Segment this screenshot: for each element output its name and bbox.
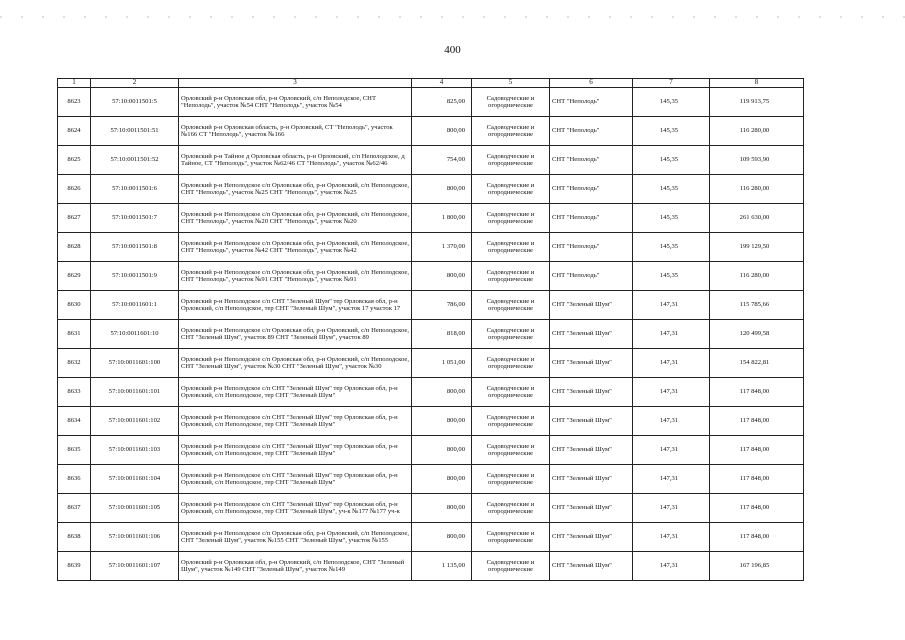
organization-cell: СНТ "Неполодь" xyxy=(550,117,633,146)
column-header-7: 7 xyxy=(633,79,710,88)
cadastral-number-cell: 57:10:0011601:104 xyxy=(91,465,179,494)
land-use-cell: Садоводческие и огороднические xyxy=(472,233,550,262)
area-cell: 786,00 xyxy=(412,291,472,320)
cadastral-cost-cell: 120 499,58 xyxy=(710,320,804,349)
cadastral-table xyxy=(57,78,804,581)
organization-cell: СНТ "Зеленый Шум" xyxy=(550,320,633,349)
table-row xyxy=(58,349,804,378)
column-header-5: 5 xyxy=(472,79,550,88)
cadastral-number-cell: 57:10:0011601:101 xyxy=(91,378,179,407)
column-number-row xyxy=(58,79,804,88)
cadastral-cost-cell: 116 280,00 xyxy=(710,262,804,291)
rate-cell: 147,31 xyxy=(633,465,710,494)
column-header-2: 2 xyxy=(91,79,179,88)
organization-cell: СНТ "Неполодь" xyxy=(550,88,633,117)
table-row xyxy=(58,146,804,175)
cadastral-cost-cell: 117 848,00 xyxy=(710,523,804,552)
land-use-cell: Садоводческие и огороднические xyxy=(472,436,550,465)
land-use-cell: Садоводческие и огороднические xyxy=(472,465,550,494)
address-cell: Орловский р-н Неполодское с/п СНТ "Зеленый Шум" тер Орловская обл, р-н Орловский, с/п Неполодское, тер СНТ "Зеленый Шум", уч-к №177 №177 уч-к xyxy=(179,494,412,523)
area-cell: 800,00 xyxy=(412,378,472,407)
organization-cell: СНТ "Зеленый Шум" xyxy=(550,378,633,407)
row-number-cell: 8625 xyxy=(58,146,91,175)
table-row xyxy=(58,117,804,146)
table-row xyxy=(58,175,804,204)
table-row xyxy=(58,378,804,407)
organization-cell: СНТ "Зеленый Шум" xyxy=(550,552,633,581)
area-cell: 800,00 xyxy=(412,262,472,291)
organization-cell: СНТ "Зеленый Шум" xyxy=(550,291,633,320)
row-number-cell: 8630 xyxy=(58,291,91,320)
rate-cell: 147,31 xyxy=(633,523,710,552)
area-cell: 800,00 xyxy=(412,465,472,494)
land-use-cell: Садоводческие и огороднические xyxy=(472,378,550,407)
row-number-cell: 8633 xyxy=(58,378,91,407)
address-cell: Орловский р-н Неполодское с/п Орловская обл, р-н Орловский, с/п Неполодское, СНТ "Зеленый Шум", участок №30 СНТ "Зеленый Шум", участок №30 xyxy=(179,349,412,378)
row-number-cell: 8636 xyxy=(58,465,91,494)
row-number-cell: 8637 xyxy=(58,494,91,523)
address-cell: Орловский р-н Неполодское с/п Орловская обл, р-н Орловский, с/п Неполодское, СНТ "Неполодь", участок №42 СНТ "Неполодь", участок №42 xyxy=(179,233,412,262)
address-cell: Орловский р-н Неполодское с/п Орловская обл, р-н Орловский, с/п Неполодское, СНТ "Неполодь", участок №25 СНТ "Неполодь", участок №25 xyxy=(179,175,412,204)
land-use-cell: Садоводческие и огороднические xyxy=(472,320,550,349)
area-cell: 800,00 xyxy=(412,494,472,523)
cadastral-number-cell: 57:10:0011501:51 xyxy=(91,117,179,146)
row-number-cell: 8638 xyxy=(58,523,91,552)
cadastral-cost-cell: 117 848,00 xyxy=(710,465,804,494)
organization-cell: СНТ "Неполодь" xyxy=(550,204,633,233)
land-use-cell: Садоводческие и огороднические xyxy=(472,291,550,320)
table-row xyxy=(58,407,804,436)
cadastral-cost-cell: 154 822,81 xyxy=(710,349,804,378)
address-cell: Орловский р-н Орловская область, р-н Орловский, СТ "Неполодь", участок №166 СТ "Неполодь", участок №166 xyxy=(179,117,412,146)
table-row xyxy=(58,204,804,233)
address-cell: Орловский р-н Орловская обл, р-н Орловский, с/п Неполодское, СНТ "Зеленый Шум", участок №149 СНТ "Зеленый Шум", участок №149 xyxy=(179,552,412,581)
rate-cell: 145,35 xyxy=(633,175,710,204)
rate-cell: 147,31 xyxy=(633,407,710,436)
cadastral-cost-cell: 117 848,00 xyxy=(710,436,804,465)
cadastral-cost-cell: 115 785,66 xyxy=(710,291,804,320)
rate-cell: 145,35 xyxy=(633,117,710,146)
cadastral-cost-cell: 167 196,85 xyxy=(710,552,804,581)
row-number-cell: 8623 xyxy=(58,88,91,117)
rate-cell: 147,31 xyxy=(633,349,710,378)
address-cell: Орловский р-н Неполодское с/п СНТ "Зеленый Шум" тер Орловская обл, р-н Орловский, с/п Неполодское, тер СНТ "Зеленый Шум" xyxy=(179,436,412,465)
table-row xyxy=(58,494,804,523)
row-number-cell: 8639 xyxy=(58,552,91,581)
cadastral-number-cell: 57:10:0011601:1 xyxy=(91,291,179,320)
table-row xyxy=(58,262,804,291)
table-row xyxy=(58,465,804,494)
area-cell: 800,00 xyxy=(412,523,472,552)
table-row xyxy=(58,552,804,581)
land-use-cell: Садоводческие и огороднические xyxy=(472,117,550,146)
table-body xyxy=(58,88,804,581)
cadastral-number-cell: 57:10:0011601:107 xyxy=(91,552,179,581)
address-cell: Орловский р-н Неполодское с/п Орловская обл, р-н Орловский, с/п Неполодское, СНТ "Неполодь", участок №20 СНТ "Неполодь", участок №20 xyxy=(179,204,412,233)
cadastral-cost-cell: 261 630,00 xyxy=(710,204,804,233)
cadastral-number-cell: 57:10:0011501:52 xyxy=(91,146,179,175)
address-cell: Орловский р-н Неполодское с/п СНТ "Зеленый Шум" тер Орловская обл, р-н Орловский, с/п Неполодское, тер СНТ "Зеленый Шум" xyxy=(179,407,412,436)
column-header-6: 6 xyxy=(550,79,633,88)
rate-cell: 147,31 xyxy=(633,494,710,523)
rate-cell: 145,35 xyxy=(633,262,710,291)
organization-cell: СНТ "Зеленый Шум" xyxy=(550,407,633,436)
land-use-cell: Садоводческие и огороднические xyxy=(472,523,550,552)
cadastral-cost-cell: 199 129,50 xyxy=(710,233,804,262)
organization-cell: СНТ "Неполодь" xyxy=(550,262,633,291)
address-cell: Орловский р-н Неполодское с/п Орловская обл, р-н Орловский, с/п Неполодское, СНТ "Неполодь", участок №91 СНТ "Неполодь", участок №91 xyxy=(179,262,412,291)
land-use-cell: Садоводческие и огороднические xyxy=(472,349,550,378)
rate-cell: 147,31 xyxy=(633,552,710,581)
cadastral-cost-cell: 109 593,90 xyxy=(710,146,804,175)
row-number-cell: 8627 xyxy=(58,204,91,233)
cadastral-number-cell: 57:10:0011601:102 xyxy=(91,407,179,436)
area-cell: 825,00 xyxy=(412,88,472,117)
address-cell: Орловский р-н Орловская обл, р-н Орловский, с/п Неполодское, СНТ "Неполодь", участок №54 СНТ "Неполодь", участок №54 xyxy=(179,88,412,117)
cadastral-number-cell: 57:10:0011601:103 xyxy=(91,436,179,465)
organization-cell: СНТ "Неполодь" xyxy=(550,146,633,175)
area-cell: 754,00 xyxy=(412,146,472,175)
table-row xyxy=(58,523,804,552)
area-cell: 1 800,00 xyxy=(412,204,472,233)
row-number-cell: 8626 xyxy=(58,175,91,204)
area-cell: 1 135,00 xyxy=(412,552,472,581)
row-number-cell: 8634 xyxy=(58,407,91,436)
land-use-cell: Садоводческие и огороднические xyxy=(472,175,550,204)
land-use-cell: Садоводческие и огороднические xyxy=(472,88,550,117)
column-header-4: 4 xyxy=(412,79,472,88)
row-number-cell: 8631 xyxy=(58,320,91,349)
address-cell: Орловский р-н Тайное д Орловская область, р-н Орловский, с/п Неполодское, д Тайное, СТ "Неполодь", участок №62/46 СТ "Неполодь", участок №62/46 xyxy=(179,146,412,175)
rate-cell: 145,35 xyxy=(633,88,710,117)
land-use-cell: Садоводческие и огороднические xyxy=(472,494,550,523)
row-number-cell: 8629 xyxy=(58,262,91,291)
rate-cell: 147,31 xyxy=(633,378,710,407)
land-use-cell: Садоводческие и огороднические xyxy=(472,204,550,233)
cadastral-cost-cell: 117 848,00 xyxy=(710,378,804,407)
table-row xyxy=(58,436,804,465)
address-cell: Орловский р-н Неполодское с/п Орловская обл, р-н Орловский, с/п Неполодское, СНТ "Зеленый Шум", участок №155 СНТ "Зеленый Шум", участок №155 xyxy=(179,523,412,552)
land-use-cell: Садоводческие и огороднические xyxy=(472,262,550,291)
address-cell: Орловский р-н Неполодское с/п СНТ "Зеленый Шум" тер Орловская обл, р-н Орловский, с/п Неполодское, тер СНТ "Зеленый Шум" xyxy=(179,378,412,407)
address-cell: Орловский р-н Неполодское с/п СНТ "Зеленый Шум" тер Орловская обл, р-н Орловский, с/п Неполодское, тер СНТ "Зеленый Шум" xyxy=(179,465,412,494)
rate-cell: 147,31 xyxy=(633,291,710,320)
rate-cell: 145,35 xyxy=(633,204,710,233)
organization-cell: СНТ "Зеленый Шум" xyxy=(550,494,633,523)
cadastral-number-cell: 57:10:0011601:10 xyxy=(91,320,179,349)
cadastral-number-cell: 57:10:0011601:105 xyxy=(91,494,179,523)
organization-cell: СНТ "Неполодь" xyxy=(550,233,633,262)
cadastral-cost-cell: 116 280,00 xyxy=(710,117,804,146)
address-cell: Орловский р-н Неполодское с/п Орловская обл, р-н Орловский, с/п Неполодское, СНТ "Зеленый Шум", участок 89 СНТ "Зеленый Шум", участок 89 xyxy=(179,320,412,349)
cadastral-number-cell: 57:10:0011501:8 xyxy=(91,233,179,262)
area-cell: 800,00 xyxy=(412,436,472,465)
scan-artifact-line xyxy=(0,16,905,18)
cadastral-cost-cell: 116 280,00 xyxy=(710,175,804,204)
row-number-cell: 8628 xyxy=(58,233,91,262)
row-number-cell: 8632 xyxy=(58,349,91,378)
organization-cell: СНТ "Зеленый Шум" xyxy=(550,436,633,465)
rate-cell: 145,35 xyxy=(633,146,710,175)
land-use-cell: Садоводческие и огороднические xyxy=(472,146,550,175)
area-cell: 818,00 xyxy=(412,320,472,349)
organization-cell: СНТ "Зеленый Шум" xyxy=(550,465,633,494)
cadastral-number-cell: 57:10:0011501:5 xyxy=(91,88,179,117)
organization-cell: СНТ "Зеленый Шум" xyxy=(550,349,633,378)
table-row xyxy=(58,233,804,262)
cadastral-cost-cell: 117 848,00 xyxy=(710,407,804,436)
address-cell: Орловский р-н Неполодское с/п СНТ "Зеленый Шум" тер Орловская обл, р-н Орловский, с/п Неполодское, тер СНТ "Зеленый Шум", участок 17 участок 17 xyxy=(179,291,412,320)
rate-cell: 145,35 xyxy=(633,233,710,262)
column-header-3: 3 xyxy=(179,79,412,88)
rate-cell: 147,31 xyxy=(633,320,710,349)
column-header-8: 8 xyxy=(710,79,804,88)
cadastral-number-cell: 57:10:0011601:100 xyxy=(91,349,179,378)
organization-cell: СНТ "Неполодь" xyxy=(550,175,633,204)
cadastral-number-cell: 57:10:0011601:106 xyxy=(91,523,179,552)
row-number-cell: 8635 xyxy=(58,436,91,465)
table-row xyxy=(58,291,804,320)
cadastral-cost-cell: 117 848,00 xyxy=(710,494,804,523)
organization-cell: СНТ "Зеленый Шум" xyxy=(550,523,633,552)
cadastral-number-cell: 57:10:0011501:7 xyxy=(91,204,179,233)
area-cell: 800,00 xyxy=(412,407,472,436)
cadastral-number-cell: 57:10:0011501:6 xyxy=(91,175,179,204)
table-row xyxy=(58,88,804,117)
area-cell: 800,00 xyxy=(412,175,472,204)
table-row xyxy=(58,320,804,349)
row-number-cell: 8624 xyxy=(58,117,91,146)
land-use-cell: Садоводческие и огороднические xyxy=(472,407,550,436)
cadastral-number-cell: 57:10:0011501:9 xyxy=(91,262,179,291)
column-header-1: 1 xyxy=(58,79,91,88)
area-cell: 1 051,00 xyxy=(412,349,472,378)
area-cell: 1 370,00 xyxy=(412,233,472,262)
page-number: 400 xyxy=(444,44,461,56)
cadastral-cost-cell: 119 913,75 xyxy=(710,88,804,117)
rate-cell: 147,31 xyxy=(633,436,710,465)
area-cell: 800,00 xyxy=(412,117,472,146)
land-use-cell: Садоводческие и огороднические xyxy=(472,552,550,581)
